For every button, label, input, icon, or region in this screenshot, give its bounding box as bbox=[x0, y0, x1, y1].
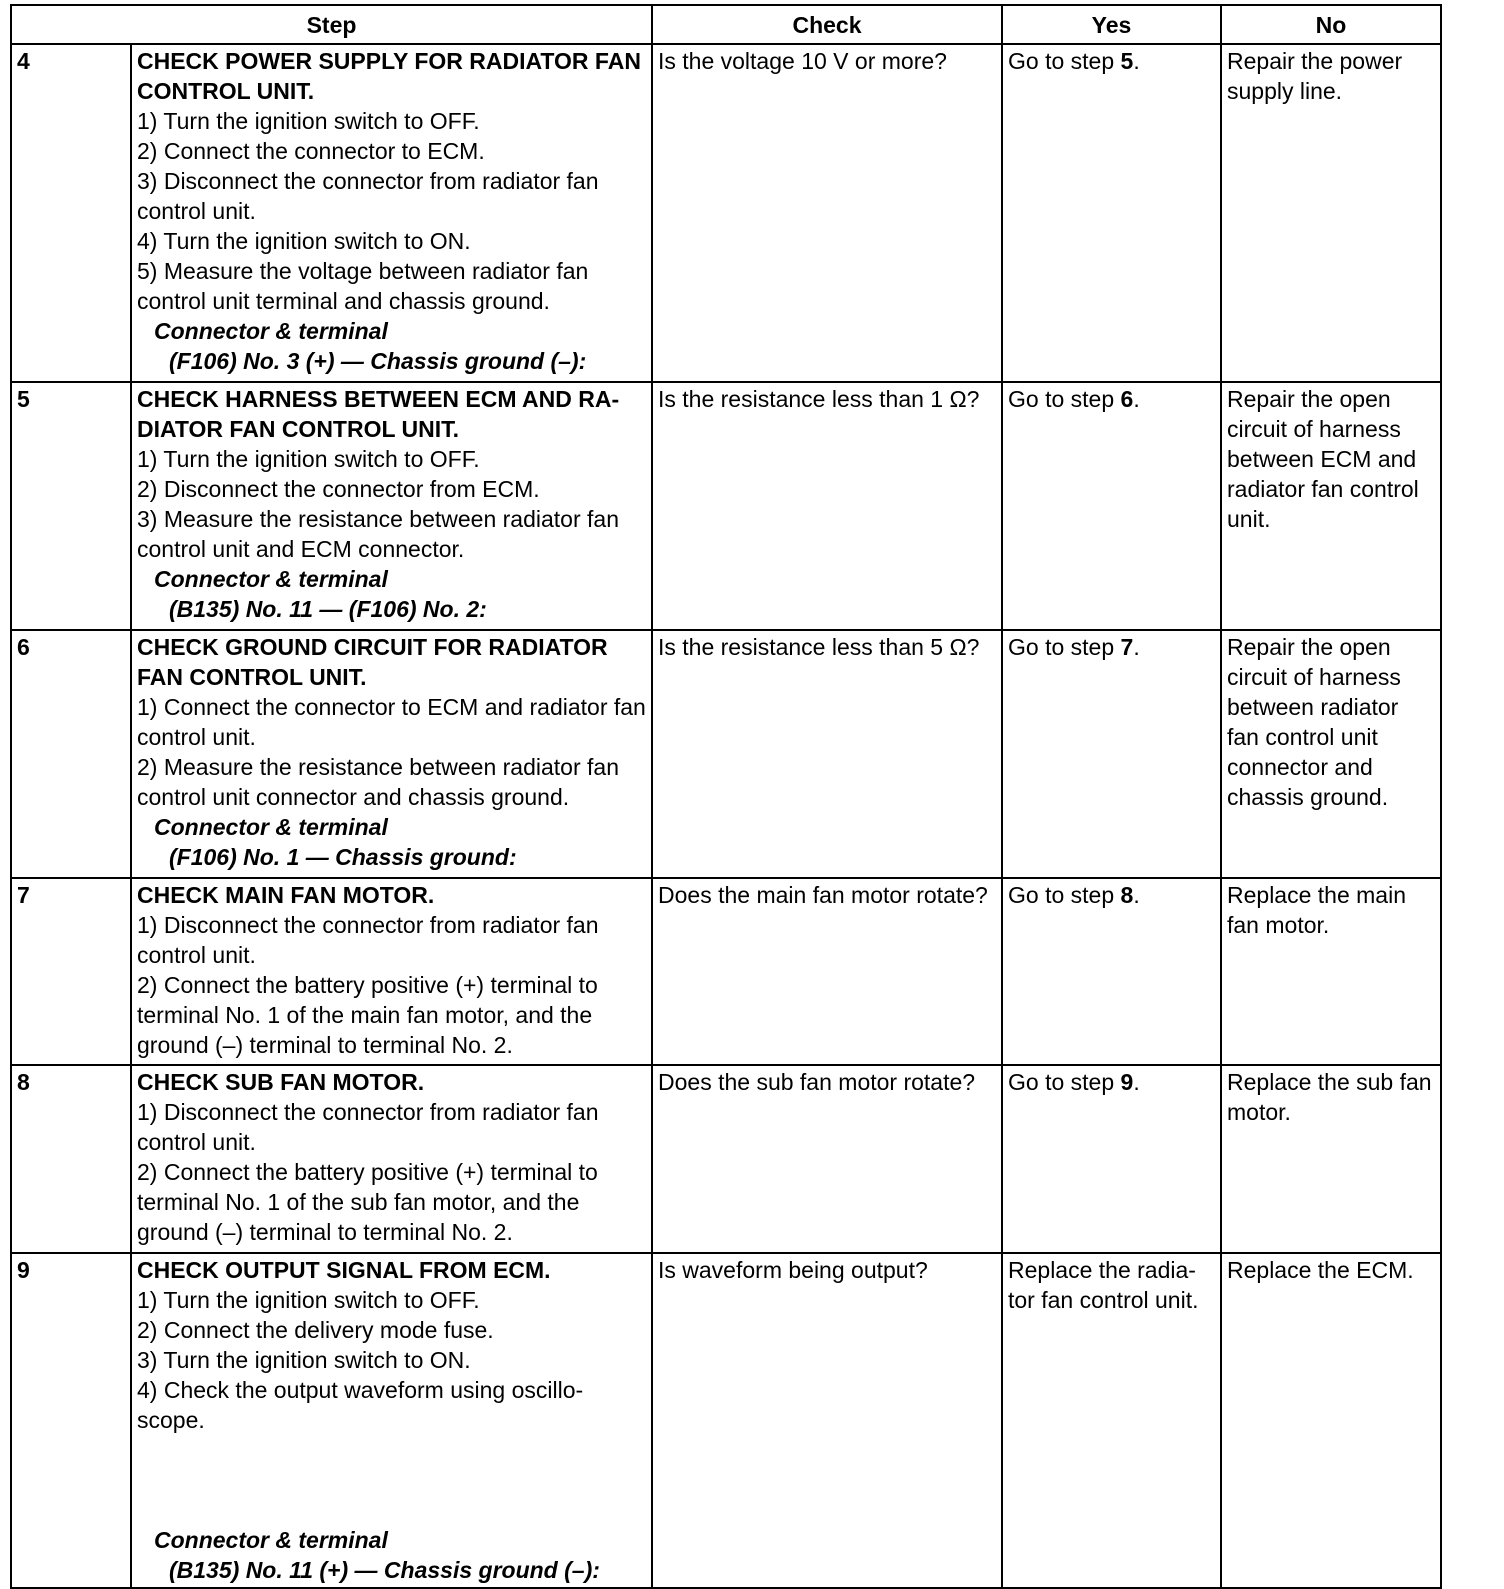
yes-suffix: . bbox=[1133, 882, 1140, 908]
step-instruction: 1) Turn the ignition switch to OFF. bbox=[137, 108, 480, 134]
yes-action bbox=[1002, 878, 1221, 1065]
yes-text: Go to step bbox=[1008, 48, 1121, 74]
step-instruction: 1) Turn the ignition switch to OFF. bbox=[137, 446, 480, 472]
step-description bbox=[131, 44, 652, 382]
step-instruction: 3) Disconnect the connector from radiator fan control unit. bbox=[137, 168, 599, 224]
header-no: No bbox=[1221, 5, 1441, 44]
yes-action bbox=[1002, 382, 1221, 630]
yes-action bbox=[1002, 44, 1221, 382]
step-instruction: 3) Measure the resistance between radiator fan control unit and ECM connector. bbox=[137, 506, 619, 562]
step-instruction: 2) Measure the resistance between radiator fan control unit connector and chassis ground. bbox=[137, 754, 619, 810]
no-action: Replace the ECM. bbox=[1221, 1253, 1441, 1588]
step-description bbox=[131, 1065, 652, 1253]
yes-text: Go to step bbox=[1008, 1069, 1121, 1095]
yes-action bbox=[1002, 1253, 1221, 1588]
step-number: 5 bbox=[11, 382, 131, 630]
step-instruction: 1) Connect the connector to ECM and radiator fan control unit. bbox=[137, 694, 646, 750]
step-instruction: 1) Disconnect the connector from radiator fan control unit. bbox=[137, 912, 599, 968]
step-number: 8 bbox=[11, 1065, 131, 1253]
yes-step-ref: 5 bbox=[1120, 48, 1134, 74]
table-row bbox=[11, 44, 1441, 382]
step-instruction: 2) Connect the battery positive (+) terminal to terminal No. 1 of the main fan motor, and the ground (–) terminal to terminal No. 2. bbox=[137, 972, 598, 1058]
header-yes: Yes bbox=[1002, 5, 1221, 44]
step-instruction: 4) Check the output waveform using oscillo-scope. bbox=[137, 1377, 584, 1433]
no-action: Replace the sub fan motor. bbox=[1221, 1065, 1441, 1253]
table-body bbox=[11, 44, 1441, 1588]
table-row bbox=[11, 630, 1441, 878]
no-action: Repair the power supply line. bbox=[1221, 44, 1441, 382]
step-number: 6 bbox=[11, 630, 131, 878]
step-instruction: 2) Disconnect the connector from ECM. bbox=[137, 476, 540, 502]
step-number: 4 bbox=[11, 44, 131, 382]
step-instruction: 2) Connect the battery positive (+) terminal to terminal No. 1 of the sub fan motor, and the ground (–) terminal to terminal No. 2. bbox=[137, 1159, 598, 1245]
step-instruction: 2) Connect the connector to ECM. bbox=[137, 138, 485, 164]
step-description bbox=[131, 1253, 652, 1588]
connector-terminal: (F106) No. 1 — Chassis ground: bbox=[169, 844, 517, 870]
check-question: Is waveform being output? bbox=[652, 1253, 1002, 1588]
connector-terminal: (B135) No. 11 — (F106) No. 2: bbox=[169, 596, 487, 622]
yes-step-ref: 8 bbox=[1120, 882, 1134, 908]
yes-suffix: . bbox=[1133, 634, 1140, 660]
table-row bbox=[11, 878, 1441, 1065]
step-instruction: 3) Turn the ignition switch to ON. bbox=[137, 1347, 471, 1373]
check-question: Does the main fan motor rotate? bbox=[652, 878, 1002, 1065]
yes-suffix: . bbox=[1133, 386, 1140, 412]
connector-label: Connector & terminal bbox=[154, 814, 388, 840]
yes-action bbox=[1002, 1065, 1221, 1253]
check-question: Does the sub fan motor rotate? bbox=[652, 1065, 1002, 1253]
spacer bbox=[137, 1435, 646, 1525]
yes-text: Go to step bbox=[1008, 634, 1121, 660]
step-title: CHECK SUB FAN MOTOR. bbox=[137, 1069, 425, 1095]
yes-text: Go to step bbox=[1008, 882, 1121, 908]
header-check: Check bbox=[652, 5, 1002, 44]
yes-step-ref: 6 bbox=[1120, 386, 1134, 412]
step-title: CHECK MAIN FAN MOTOR. bbox=[137, 882, 435, 908]
check-question: Is the voltage 10 V or more? bbox=[652, 44, 1002, 382]
check-question: Is the resistance less than 5 Ω? bbox=[652, 630, 1002, 878]
step-instruction: 2) Connect the delivery mode fuse. bbox=[137, 1317, 494, 1343]
connector-label: Connector & terminal bbox=[154, 566, 388, 592]
no-action: Replace the main fan motor. bbox=[1221, 878, 1441, 1065]
step-number: 9 bbox=[11, 1253, 131, 1588]
step-instruction: 1) Disconnect the connector from radiator fan control unit. bbox=[137, 1099, 599, 1155]
yes-action bbox=[1002, 630, 1221, 878]
table-header-row bbox=[11, 5, 1441, 44]
yes-text: Go to step bbox=[1008, 386, 1121, 412]
table-row bbox=[11, 1253, 1441, 1588]
step-instruction: 5) Measure the voltage between radiator fan control unit terminal and chassis ground. bbox=[137, 258, 589, 314]
step-title: CHECK POWER SUPPLY FOR RADIATOR FAN CONTROL UNIT. bbox=[137, 48, 641, 104]
no-action: Repair the open circuit of harness between radiator fan control unit connector and chassis ground. bbox=[1221, 630, 1441, 878]
step-title: CHECK GROUND CIRCUIT FOR RADIATOR FAN CONTROL UNIT. bbox=[137, 634, 608, 690]
no-action: Repair the open circuit of harness between ECM and radiator fan control unit. bbox=[1221, 382, 1441, 630]
connector-terminal: (B135) No. 11 (+) — Chassis ground (–): bbox=[169, 1557, 600, 1583]
yes-suffix: . bbox=[1133, 1069, 1140, 1095]
yes-text: Replace the radia-tor fan control unit. bbox=[1008, 1257, 1199, 1313]
connector-label: Connector & terminal bbox=[154, 318, 388, 344]
diagnostic-procedure-table bbox=[10, 4, 1442, 1589]
step-number: 7 bbox=[11, 878, 131, 1065]
yes-step-ref: 7 bbox=[1120, 634, 1134, 660]
yes-suffix: . bbox=[1133, 48, 1140, 74]
connector-label: Connector & terminal bbox=[154, 1527, 388, 1553]
step-instruction: 4) Turn the ignition switch to ON. bbox=[137, 228, 471, 254]
table-row bbox=[11, 1065, 1441, 1253]
connector-terminal: (F106) No. 3 (+) — Chassis ground (–): bbox=[169, 348, 587, 374]
table-row bbox=[11, 382, 1441, 630]
step-description bbox=[131, 630, 652, 878]
step-instruction: 1) Turn the ignition switch to OFF. bbox=[137, 1287, 480, 1313]
yes-step-ref: 9 bbox=[1120, 1069, 1134, 1095]
step-title: CHECK HARNESS BETWEEN ECM AND RA-DIATOR FAN CONTROL UNIT. bbox=[137, 386, 620, 442]
check-question: Is the resistance less than 1 Ω? bbox=[652, 382, 1002, 630]
step-title: CHECK OUTPUT SIGNAL FROM ECM. bbox=[137, 1257, 551, 1283]
step-description bbox=[131, 878, 652, 1065]
step-description bbox=[131, 382, 652, 630]
header-step: Step bbox=[11, 5, 652, 44]
